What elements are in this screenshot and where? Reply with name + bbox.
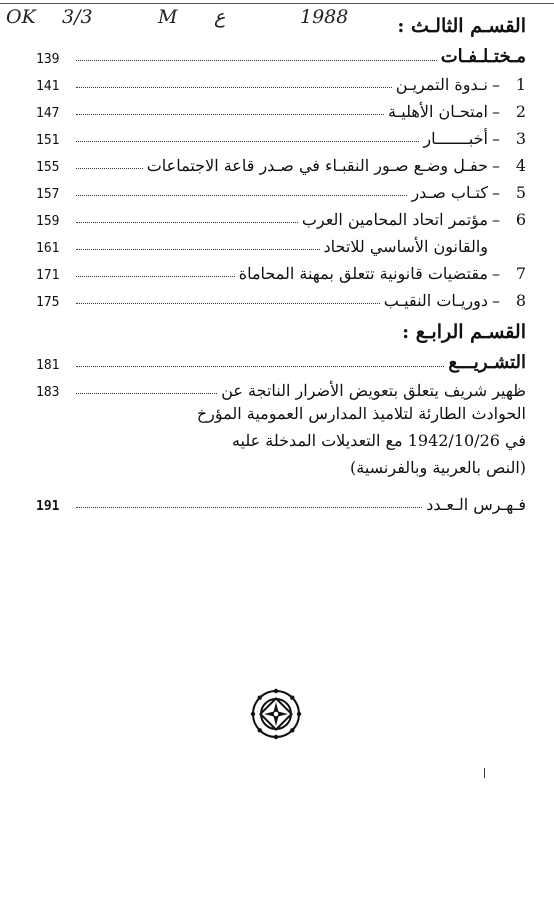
dash: – — [492, 75, 500, 94]
heading-text: مـختـلـفـات — [440, 46, 526, 67]
page-number: 161 — [36, 241, 60, 256]
item-number: 4 — [515, 156, 526, 175]
stray-mark — [484, 768, 485, 778]
page-number: 181 — [36, 358, 60, 373]
item-number: 8 — [515, 291, 526, 310]
dash: – — [492, 183, 500, 202]
section-title: القسـم الثالـث : — [397, 15, 526, 37]
item-number: 7 — [515, 264, 526, 283]
dot-leader — [76, 366, 444, 367]
handwritten-mark: M — [158, 6, 178, 28]
toc-row[interactable] — [36, 202, 526, 229]
toc-row[interactable] — [36, 121, 526, 148]
page-number: 183 — [36, 385, 60, 400]
item-number: 2 — [515, 102, 526, 121]
page-number: 191 — [36, 499, 60, 514]
toc-row[interactable] — [36, 487, 526, 514]
handwritten-year: 1988 — [300, 6, 349, 28]
dot-leader — [76, 222, 298, 223]
page-number: 171 — [36, 268, 60, 283]
dot-leader — [76, 114, 384, 115]
page-number: 155 — [36, 160, 60, 175]
dot-leader — [76, 195, 407, 196]
toc-row[interactable] — [36, 94, 526, 121]
dot-leader — [76, 303, 380, 304]
dot-leader — [76, 87, 392, 88]
entry-line: ظهير شريف يتعلق بتعويض الأضرار الناتجة عن — [221, 381, 526, 400]
entry-line: الحوادث الطارئة لتلاميذ المدارس العمومية المؤرخ — [196, 404, 526, 423]
handwritten-mark: ع — [214, 6, 226, 28]
dot-leader — [76, 60, 437, 61]
toc-row[interactable] — [36, 175, 526, 202]
entry-line: في 1942/10/26 مع التعديلات المدخلة عليه — [231, 431, 526, 450]
dot-leader — [76, 141, 419, 142]
dash: – — [492, 156, 500, 175]
handwritten-fraction: 3/3 — [62, 6, 93, 28]
item-text: نـدوة التمريـن — [395, 75, 488, 94]
item-text: والقانون الأساسي للاتحاد — [323, 237, 488, 256]
ornament-icon — [250, 688, 302, 740]
toc-row[interactable] — [36, 256, 526, 283]
toc-row[interactable] — [36, 283, 526, 310]
dash: – — [492, 129, 500, 148]
toc-heading[interactable] — [36, 346, 526, 373]
item-text: كتـاب صـدر — [411, 183, 488, 202]
item-text: حفـل وضـع صـور النقبـاء في صـدر قاعة الاجتماعات — [146, 156, 488, 175]
item-number: 5 — [515, 183, 526, 202]
page-number: 141 — [36, 79, 60, 94]
page-number: 139 — [36, 52, 60, 67]
dot-leader — [76, 249, 320, 250]
entry-line: (النص بالعربية وبالفرنسية) — [350, 458, 526, 477]
item-number: 3 — [515, 129, 526, 148]
handwritten-code: OK — [6, 6, 36, 28]
toc-row[interactable] — [36, 148, 526, 175]
toc-row[interactable] — [36, 373, 526, 400]
item-number: 1 — [515, 75, 526, 94]
page-number: 157 — [36, 187, 60, 202]
page-number: 147 — [36, 106, 60, 121]
dash: – — [492, 102, 500, 121]
section-title: القسـم الرابـع : — [402, 321, 526, 343]
dot-leader — [76, 276, 235, 277]
toc-heading[interactable] — [36, 40, 526, 67]
dot-leader — [76, 393, 217, 394]
page-number: 175 — [36, 295, 60, 310]
item-number: 6 — [515, 210, 526, 229]
table-of-contents — [36, 14, 526, 514]
dash: – — [492, 291, 500, 310]
item-text: امتحـان الأهليـة — [388, 102, 488, 121]
item-text: مقتضيات قانونية تتعلق بمهنة المحاماة — [238, 264, 488, 283]
dot-leader — [76, 168, 143, 169]
dash: – — [492, 264, 500, 283]
dash: – — [492, 210, 500, 229]
item-text: مؤتمر اتحاد المحامين العرب — [301, 210, 488, 229]
toc-row[interactable] — [36, 229, 526, 256]
item-text: دوريـات النقيـب — [383, 291, 488, 310]
page-number: 151 — [36, 133, 60, 148]
index-text: فـهـرس الـعـدد — [426, 495, 526, 514]
page-number: 159 — [36, 214, 60, 229]
toc-row[interactable] — [36, 67, 526, 94]
item-text: أخبـــــــار — [423, 129, 488, 148]
heading-text: التشـريـــع — [448, 352, 526, 373]
dot-leader — [76, 507, 422, 508]
